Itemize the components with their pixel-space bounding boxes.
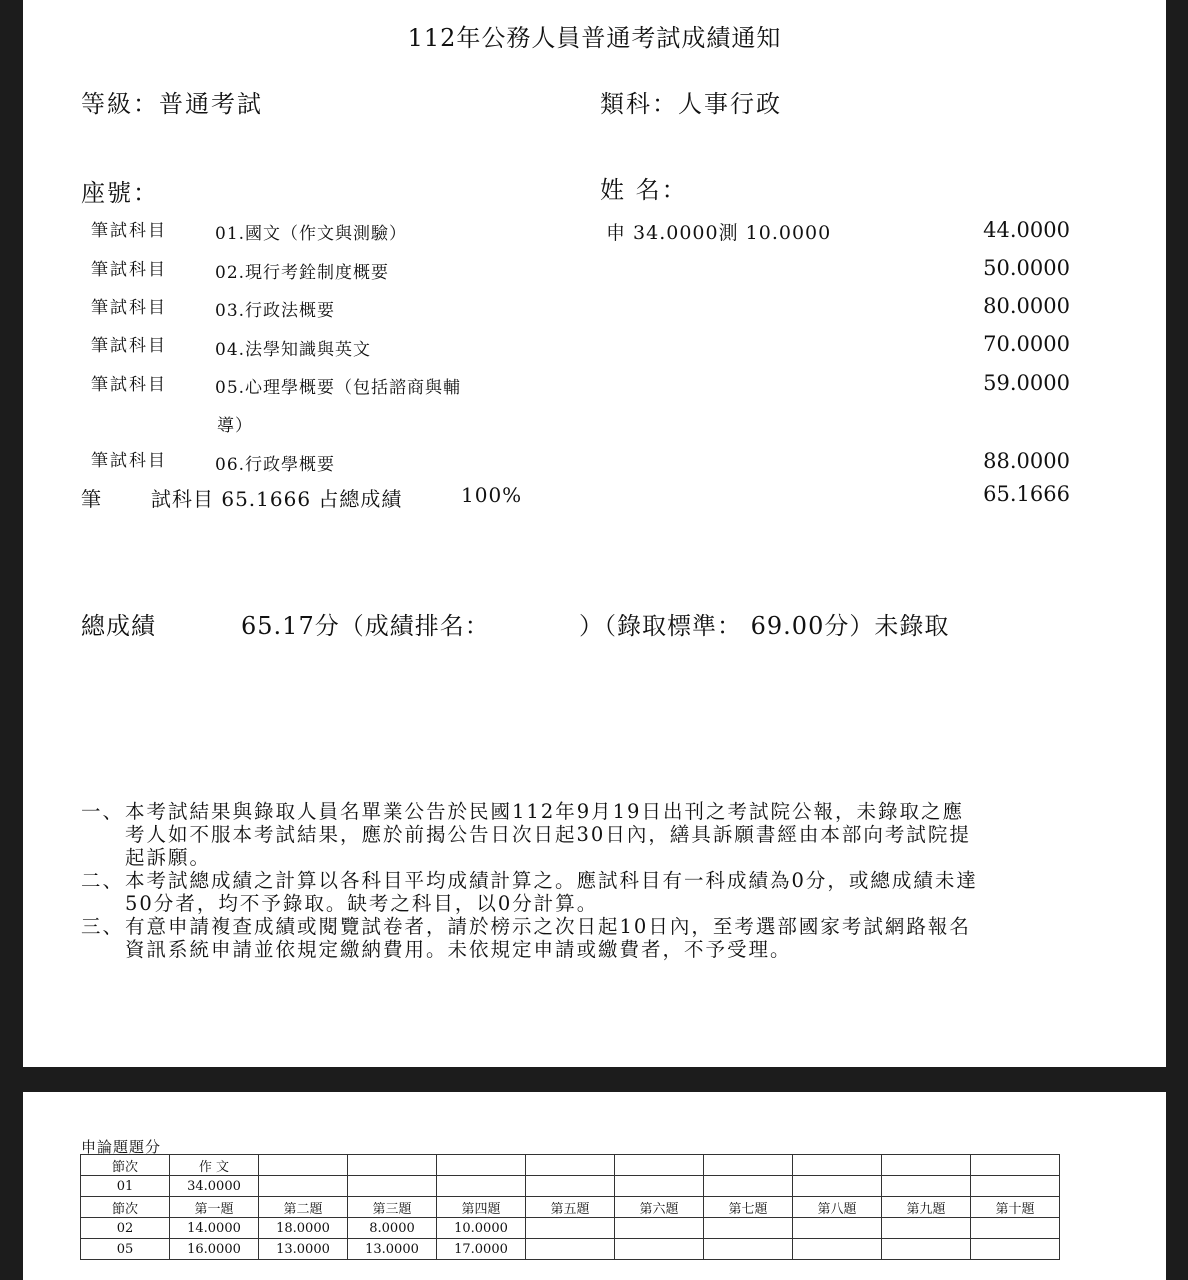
table-cell [526, 1155, 615, 1176]
table-cell [971, 1218, 1060, 1239]
subject-name: 05.心理學概要（包括諮商與輔 [215, 378, 462, 398]
note-number: 二、 [81, 869, 125, 892]
table-cell [882, 1218, 971, 1239]
subject-score: 80.0000 [983, 294, 1070, 318]
note-text: 本考試結果與錄取人員名單業公告於民國112年9月19日出刊之考試院公報，未錄取之應考人如不服本考試結果，應於前揭公告日次日起30日內，繕具訴願書經由本部向考試院提起訴願。 [125, 800, 971, 869]
table-cell: 10.0000 [437, 1218, 526, 1239]
category-label: 類科：人事行政 [600, 90, 782, 118]
table-cell: 13.0000 [259, 1239, 348, 1260]
essay-caption: 申論題題分 [81, 1138, 162, 1156]
table-cell [526, 1176, 615, 1197]
table-cell [348, 1176, 437, 1197]
table-cell [259, 1176, 348, 1197]
table-cell [971, 1176, 1060, 1197]
table-cell [793, 1218, 882, 1239]
table-row [81, 1239, 1060, 1260]
table-cell [793, 1155, 882, 1176]
table-cell [882, 1155, 971, 1176]
subject-name: 02.現行考銓制度概要 [215, 263, 390, 283]
table-cell: 01 [81, 1176, 170, 1197]
overall-label: 總成績 [81, 612, 156, 640]
overall-status-text: ）（錄取標準： 69.00分）未錄取 [579, 612, 950, 640]
table-cell [882, 1239, 971, 1260]
written-total-score: 65.1666 [983, 482, 1070, 506]
grade-label: 等級：普通考試 [81, 90, 263, 118]
table-cell [437, 1176, 526, 1197]
table-cell: 第五題 [526, 1197, 615, 1218]
table-cell [259, 1155, 348, 1176]
table-cell: 05 [81, 1239, 170, 1260]
subject-label: 筆試科目 [91, 451, 167, 471]
table-cell: 第六題 [615, 1197, 704, 1218]
subject-label: 筆試科目 [91, 221, 167, 241]
subject-name: 04.法學知識與英文 [215, 340, 372, 360]
subject-label: 筆試科目 [91, 375, 167, 395]
table-cell: 節次 [81, 1155, 170, 1176]
essay-scores-page [23, 1092, 1166, 1280]
subject-label: 筆試科目 [91, 298, 167, 318]
written-total-label-1: 筆 [81, 487, 102, 511]
table-cell: 第七題 [704, 1197, 793, 1218]
note-number: 三、 [81, 915, 125, 938]
table-cell: 16.0000 [170, 1239, 259, 1260]
written-total-percent: 100% [461, 483, 523, 507]
table-cell [615, 1239, 704, 1260]
subject-score: 44.0000 [983, 218, 1070, 242]
table-cell [882, 1176, 971, 1197]
subject-score: 70.0000 [983, 332, 1070, 356]
subject-score: 50.0000 [983, 256, 1070, 280]
table-cell [437, 1155, 526, 1176]
subject-name: 01.國文（作文與測驗） [215, 224, 408, 244]
note-text: 本考試總成績之計算以各科目平均成績計算之。應試科目有一科成績為0分，或總成績未達50分者，均不予錄取。缺考之科目，以0分計算。 [125, 869, 978, 915]
table-row [81, 1155, 1060, 1176]
table-cell: 第八題 [793, 1197, 882, 1218]
table-cell [348, 1155, 437, 1176]
table-cell [704, 1218, 793, 1239]
table-cell [704, 1155, 793, 1176]
table-cell: 第二題 [259, 1197, 348, 1218]
table-cell [526, 1218, 615, 1239]
table-cell [615, 1155, 704, 1176]
table-cell [793, 1176, 882, 1197]
table-cell: 第九題 [882, 1197, 971, 1218]
note-item [81, 800, 981, 869]
subject-detail: 申 34.0000測 10.0000 [606, 222, 832, 244]
table-cell: 02 [81, 1218, 170, 1239]
table-cell: 第一題 [170, 1197, 259, 1218]
subject-name: 03.行政法概要 [215, 301, 336, 321]
table-cell: 第十題 [971, 1197, 1060, 1218]
table-cell: 34.0000 [170, 1176, 259, 1197]
notice-title: 112年公務人員普通考試成績通知 [407, 24, 782, 52]
table-row [81, 1218, 1060, 1239]
table-cell [704, 1176, 793, 1197]
table-cell: 作 文 [170, 1155, 259, 1176]
notes-list [81, 800, 981, 961]
subject-label: 筆試科目 [91, 260, 167, 280]
subject-label: 筆試科目 [91, 336, 167, 356]
note-item [81, 869, 981, 915]
score-notice-page [23, 0, 1166, 1067]
table-cell [971, 1239, 1060, 1260]
seat-label: 座號： [81, 179, 159, 207]
table-cell [615, 1218, 704, 1239]
subject-name: 06.行政學概要 [215, 455, 336, 475]
overall-score-text: 65.17分（成績排名： [241, 612, 490, 640]
table-row [81, 1176, 1060, 1197]
note-item [81, 915, 981, 961]
table-cell: 14.0000 [170, 1218, 259, 1239]
table-cell: 8.0000 [348, 1218, 437, 1239]
note-text: 有意申請複查成績或閱覽試卷者，請於榜示之次日起10日內，至考選部國家考試網路報名資訊系統申請並依規定繳納費用。未依規定申請或繳費者，不予受理。 [125, 915, 971, 961]
table-cell [793, 1239, 882, 1260]
table-cell: 第四題 [437, 1197, 526, 1218]
table-cell [615, 1176, 704, 1197]
table-cell [971, 1155, 1060, 1176]
subject-name-continued: 導） [217, 416, 253, 436]
table-cell [704, 1239, 793, 1260]
name-label: 姓 名： [600, 176, 688, 204]
written-total-label-2: 試科目 65.1666 占總成績 [151, 487, 403, 511]
table-cell [526, 1239, 615, 1260]
table-row [81, 1197, 1060, 1218]
note-number: 一、 [81, 800, 125, 823]
essay-score-table [80, 1154, 1060, 1260]
table-cell: 節次 [81, 1197, 170, 1218]
table-cell: 第三題 [348, 1197, 437, 1218]
table-cell: 18.0000 [259, 1218, 348, 1239]
table-cell: 13.0000 [348, 1239, 437, 1260]
subject-score: 59.0000 [983, 371, 1070, 395]
table-cell: 17.0000 [437, 1239, 526, 1260]
subject-score: 88.0000 [983, 449, 1070, 473]
